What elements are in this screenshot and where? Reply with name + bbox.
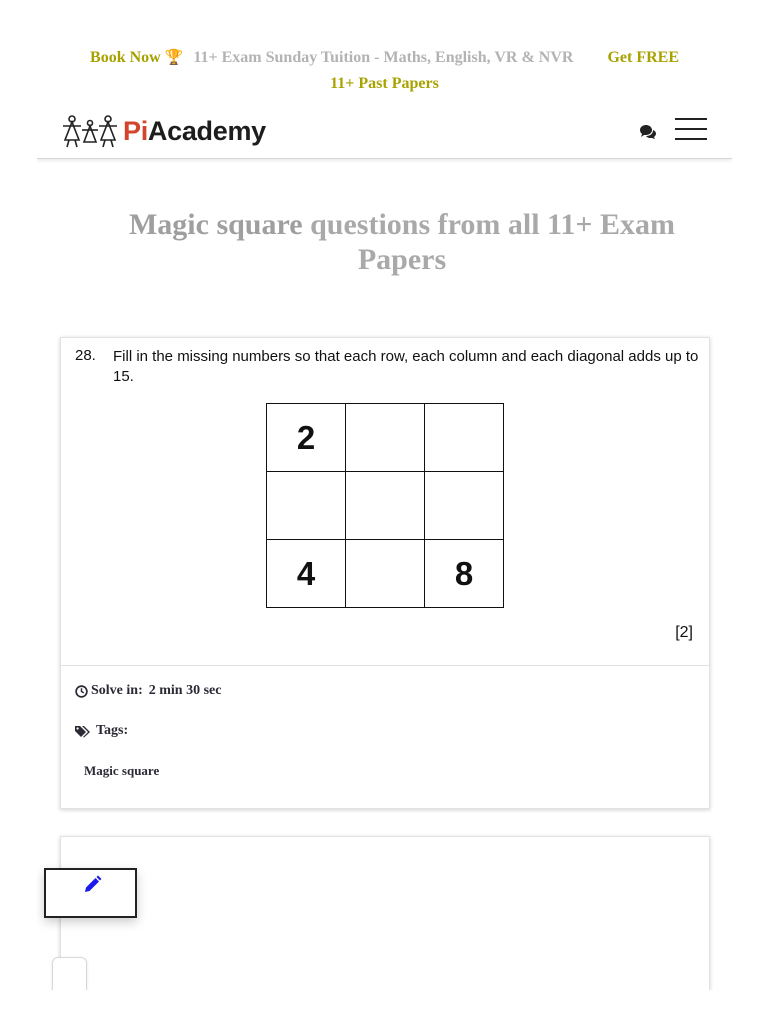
site-logo[interactable] <box>61 113 266 149</box>
tag-magic-square[interactable]: Magic square <box>84 763 160 778</box>
page-title-strong: Magic square <box>128 208 303 241</box>
grid-cell <box>346 540 425 608</box>
page-title <box>97 207 707 277</box>
tags-icon <box>75 725 91 738</box>
logo-academy: Academy <box>147 115 266 146</box>
magic-square-grid <box>266 403 504 608</box>
clock-icon <box>75 685 88 698</box>
grid-cell <box>425 472 504 540</box>
tags-label: Tags: <box>96 723 129 738</box>
past-papers-link[interactable]: 11+ Past Papers <box>330 75 439 92</box>
grid-cell: 4 <box>267 540 346 608</box>
promo-line-1 <box>37 45 732 71</box>
grid-cell <box>267 472 346 540</box>
grid-cell <box>346 472 425 540</box>
grid-row <box>267 404 504 472</box>
get-free-link[interactable]: Get FREE <box>607 49 679 66</box>
pencil-icon <box>82 875 102 895</box>
grid-cell: 2 <box>267 404 346 472</box>
book-now-link[interactable]: Book Now <box>90 49 161 66</box>
next-question-card <box>60 836 710 990</box>
solve-value: 2 min 30 sec <box>148 683 222 698</box>
page-container <box>37 35 732 990</box>
question-card <box>60 337 710 809</box>
menu-bar <box>675 128 707 130</box>
menu-bar <box>675 118 707 120</box>
menu-bar <box>675 138 707 140</box>
promo-bar <box>37 45 732 97</box>
chat-icon[interactable] <box>639 124 657 140</box>
grid-row <box>267 540 504 608</box>
edit-button[interactable] <box>44 868 137 918</box>
grid-cell: 8 <box>425 540 504 608</box>
grid-cell <box>425 404 504 472</box>
solve-time <box>75 683 221 699</box>
logo-text <box>123 116 266 147</box>
logo-pi: Pi <box>123 115 148 146</box>
site-header <box>37 105 732 159</box>
trophy-icon: 🏆 <box>164 50 184 66</box>
solve-label: Solve in: <box>91 683 143 698</box>
grid-row <box>267 472 504 540</box>
tuition-link[interactable]: 11+ Exam Sunday Tuition - Maths, English, VR & NVR <box>193 49 574 66</box>
question-marks: [2] <box>675 624 693 641</box>
hamburger-menu-icon[interactable] <box>675 118 707 142</box>
logo-figures-icon <box>61 114 119 148</box>
card-divider <box>61 665 709 666</box>
question-number: 28. <box>75 347 96 364</box>
side-tab[interactable] <box>52 957 87 990</box>
page-title-rest: questions from all 11+ Exam Papers <box>310 208 676 276</box>
question-text: Fill in the missing numbers so that each row, each column and each diagonal adds up to 15. <box>113 348 699 385</box>
tags-section <box>75 723 128 739</box>
grid-cell <box>346 404 425 472</box>
